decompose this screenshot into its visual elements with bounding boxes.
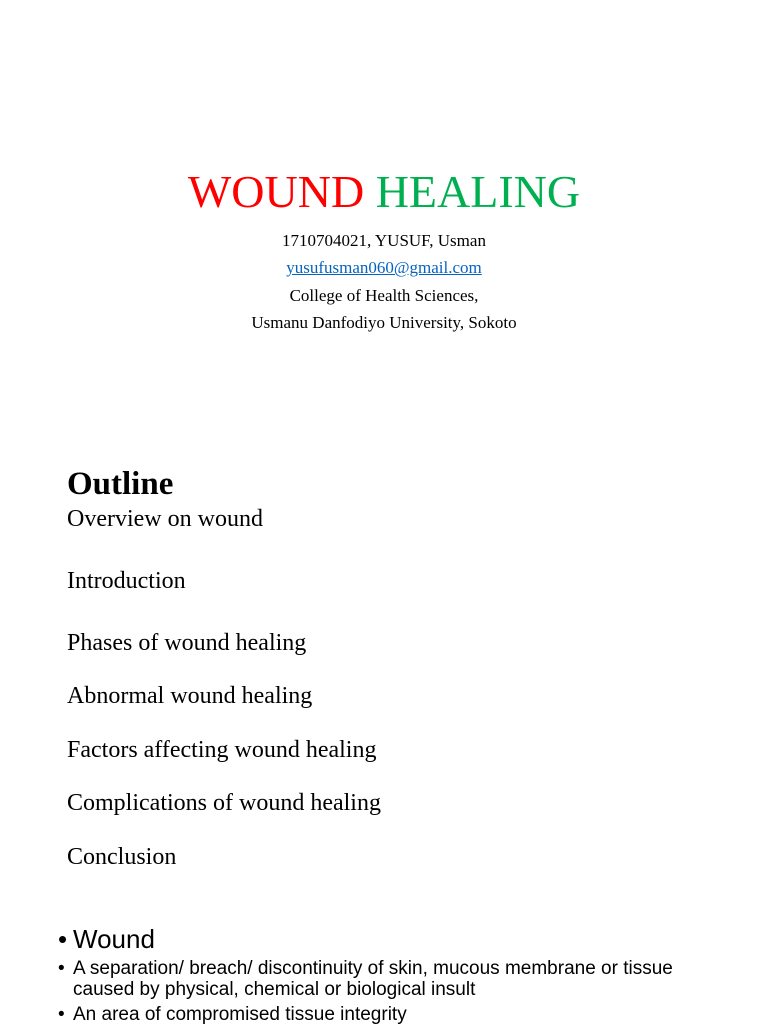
bullet-text-definition: A separation/ breach/ discontinuity of skin, mucous membrane or tissue caused by physical, chemical or biological insult — [73, 958, 673, 1000]
outline-item-factors: Factors affecting wound healing — [67, 737, 377, 763]
outline-item-introduction: Introduction — [67, 568, 186, 594]
outline-section — [67, 462, 381, 870]
bullet-text-area: An area of compromised tissue integrity — [73, 1004, 407, 1024]
document-title — [0, 165, 768, 219]
outline-item-phases: Phases of wound healing — [67, 630, 307, 656]
author-id-name: 1710704021, YUSUF, Usman — [282, 231, 486, 250]
list-item — [58, 958, 738, 1000]
bullet-text-wound: Wound — [73, 924, 155, 954]
outline-item-abnormal: Abnormal wound healing — [67, 683, 313, 709]
outline-item-overview: Overview on wound — [67, 506, 263, 532]
bullet-marker: • — [58, 958, 65, 979]
author-block — [0, 227, 768, 336]
list-item — [58, 1004, 738, 1024]
author-college: College of Health Sciences, — [289, 285, 479, 305]
outline-item-conclusion: Conclusion — [67, 844, 177, 870]
outline-heading: Outline — [67, 466, 174, 502]
bullet-marker: • — [58, 924, 68, 954]
outline-item-complications: Complications of wound healing — [67, 790, 381, 816]
author-email-link[interactable]: yusufusman060@gmail.com — [286, 258, 482, 278]
title-word-wound: WOUND — [187, 166, 365, 217]
bullet-marker: • — [58, 1004, 65, 1024]
author-university: Usmanu Danfodiyo University, Sokoto — [251, 312, 517, 332]
title-word-healing: HEALING — [375, 166, 581, 217]
list-item — [58, 924, 738, 954]
bullet-list — [58, 924, 738, 1024]
